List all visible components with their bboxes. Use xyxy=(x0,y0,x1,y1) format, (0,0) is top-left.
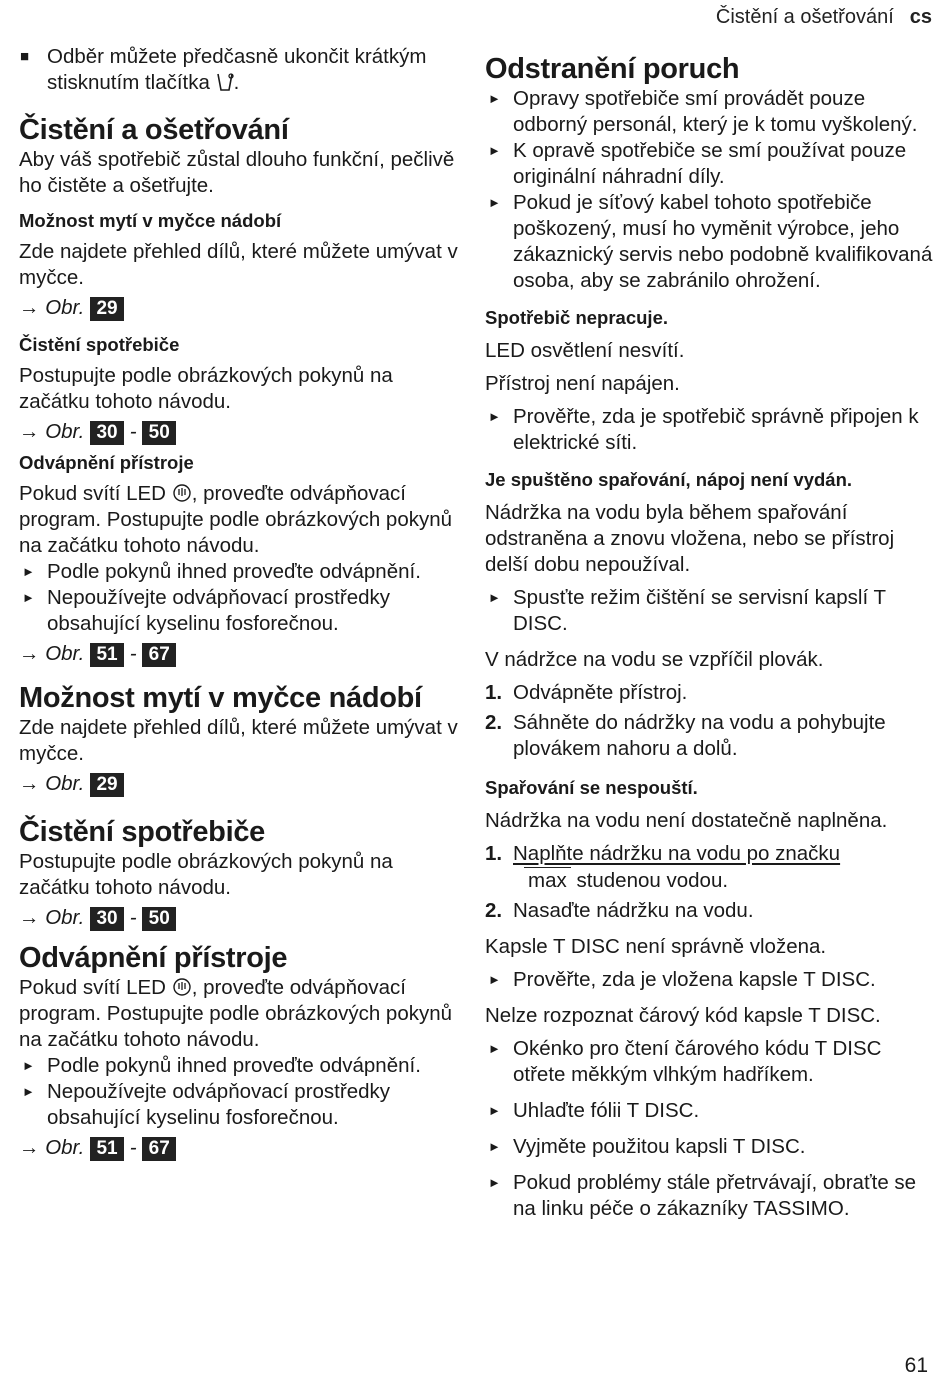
list-item: ► Okénko pro čtení čárového kódu T DISC otřete měkkým vlhkým hadříkem. xyxy=(488,1037,882,1086)
cause-text: Nádržka na vodu není dostatečně naplněna. xyxy=(485,809,888,832)
cleaning-text: Postupujte podle obrázkových pokynů na začátku tohoto návodu. xyxy=(19,850,393,899)
descale-led-icon xyxy=(172,483,192,503)
figure-reference: → Obr. 30 - 50 xyxy=(19,419,459,445)
list-item: ► Nepoužívejte odvápňovací prostředky obsahující kyselinu fosforečnou. xyxy=(22,1080,391,1129)
list-item: ► Prověřte, zda je spotřebič správně připojen k elektrické síti. xyxy=(488,405,919,454)
header-section: Čistění a ošetřování xyxy=(715,6,894,28)
figure-number: 30 xyxy=(90,421,124,445)
list-item: ► Pokud je síťový kabel tohoto spotřebiče poškozený, musí ho vyměnit výrobce, jeho zákaznický servis nebo podobně kvalifikovaná osoba, aby se zabránilo ohrožení. xyxy=(488,191,933,292)
list-item: ► Nepoužívejte odvápňovací prostředky obsahující kyselinu fosforečnou. xyxy=(22,586,391,635)
heading-troubleshooting: Odstranění poruch xyxy=(485,53,740,85)
cup-button-icon xyxy=(216,72,234,92)
figure-reference: → Obr. 30 - 50 xyxy=(19,905,459,931)
heading-descaling: Odvápnění přístroje xyxy=(19,942,288,974)
cause-text: V nádržce na vodu se vzpříčil plovák. xyxy=(485,648,824,671)
list-item: ► Pokud problémy stále přetrvávají, obraťte se na linku péče o zákazníky TASSIMO. xyxy=(488,1171,917,1220)
sub-descaling-text: Pokud svítí LED , proveďte odvápňovací program. Postupujte podle obrázkových pokynů na začátku tohoto návodu. xyxy=(19,482,453,557)
numbered-item: 1. Odvápněte přístroj. xyxy=(485,681,688,704)
figure-number: 29 xyxy=(90,297,124,321)
cause-text: Nelze rozpoznat čárový kód kapsle T DISC. xyxy=(485,1004,881,1027)
list-item: ► Podle pokynů ihned proveďte odvápnění. xyxy=(22,1054,421,1077)
list-item: ► Vyjměte použitou kapsli T DISC. xyxy=(488,1135,806,1158)
intro-bullet: ■ Odběr můžete předčasně ukončit krátkým stisknutím tlačítka . xyxy=(20,45,427,94)
subheading-dishwasher: Možnost mytí v myčce nádobí xyxy=(19,210,282,231)
subheading-descaling: Odvápnění přístroje xyxy=(19,452,194,473)
list-item: ► Podle pokynů ihned proveďte odvápnění. xyxy=(22,560,421,583)
list-item: ► Uhlaďte fólii T DISC. xyxy=(488,1099,700,1122)
problem-title: Je spuštěno spařování, nápoj není vydán. xyxy=(485,469,853,490)
list-item: ► Prověřte, zda je vložena kapsle T DISC. xyxy=(488,968,876,991)
figure-reference: → Obr. 51 - 67 xyxy=(19,1135,459,1161)
page-number: 61 xyxy=(904,1354,928,1377)
cause-text: Kapsle T DISC není správně vložena. xyxy=(485,935,827,958)
numbered-item: 2. Sáhněte do nádržky na vodu a pohybujte plovákem nahoru a dolů. xyxy=(485,711,886,760)
cause-text: Nádržka na vodu byla během spařování odstraněna a znovu vložena, nebo se přístroj delší dobu nepoužíval. xyxy=(485,501,895,576)
page-header xyxy=(716,6,932,29)
heading-dishwasher: Možnost mytí v myčce nádobí xyxy=(19,682,422,714)
descaling-text: Pokud svítí LED , proveďte odvápňovací program. Postupujte podle obrázkových pokynů na začátku tohoto návodu. xyxy=(19,976,453,1051)
figure-number: 67 xyxy=(142,643,176,667)
right-column xyxy=(485,44,935,1222)
list-item: ► K opravě spotřebiče se smí používat pouze originální náhradní díly. xyxy=(488,139,907,188)
figure-number: 51 xyxy=(90,643,124,667)
figure-number: 50 xyxy=(142,421,176,445)
figure-number: 51 xyxy=(90,1137,124,1161)
list-item: ► Spusťte režim čištění se servisní kapslí T DISC. xyxy=(488,586,886,635)
sub-dishwasher-text: Zde najdete přehled dílů, které můžete umývat v myčce. xyxy=(19,240,458,289)
subheading-cleaning: Čistění spotřebiče xyxy=(19,334,180,355)
sub-cleaning-text: Postupujte podle obrázkových pokynů na začátku tohoto návodu. xyxy=(19,364,393,413)
cause-text: LED osvětlení nesvítí. xyxy=(485,339,685,362)
figure-reference: → Obr. 51 - 67 xyxy=(19,641,459,667)
figure-number: 30 xyxy=(90,907,124,931)
problem-title: Spotřebič nepracuje. xyxy=(485,307,668,328)
left-column xyxy=(19,44,459,1161)
heading-cleaning: Čistění spotřebiče xyxy=(19,816,265,848)
figure-number: 29 xyxy=(90,773,124,797)
figure-number: 50 xyxy=(142,907,176,931)
care-text: Aby váš spotřebič zůstal dlouho funkční, pečlivě ho čistěte a ošetřujte. xyxy=(19,148,455,197)
numbered-item: 1. Naplňte nádržku na vodu po značku max studenou vodou. xyxy=(485,842,841,892)
dishwasher-text: Zde najdete přehled dílů, které můžete umývat v myčce. xyxy=(19,716,458,765)
figure-reference: → Obr. 29 xyxy=(19,295,459,321)
descale-led-icon xyxy=(172,977,192,997)
numbered-item: 2. Nasaďte nádržku na vodu. xyxy=(485,899,754,922)
problem-title: Spařování se nespouští. xyxy=(485,777,698,798)
figure-reference: → Obr. 29 xyxy=(19,771,459,797)
list-item: ► Opravy spotřebiče smí provádět pouze odborný personál, který je k tomu vyškolený. xyxy=(488,87,918,136)
figure-number: 67 xyxy=(142,1137,176,1161)
max-mark: max xyxy=(524,867,571,894)
cause-text: Přístroj není napájen. xyxy=(485,372,680,395)
heading-care: Čistění a ošetřování xyxy=(19,114,289,146)
header-lang: cs xyxy=(909,6,932,28)
